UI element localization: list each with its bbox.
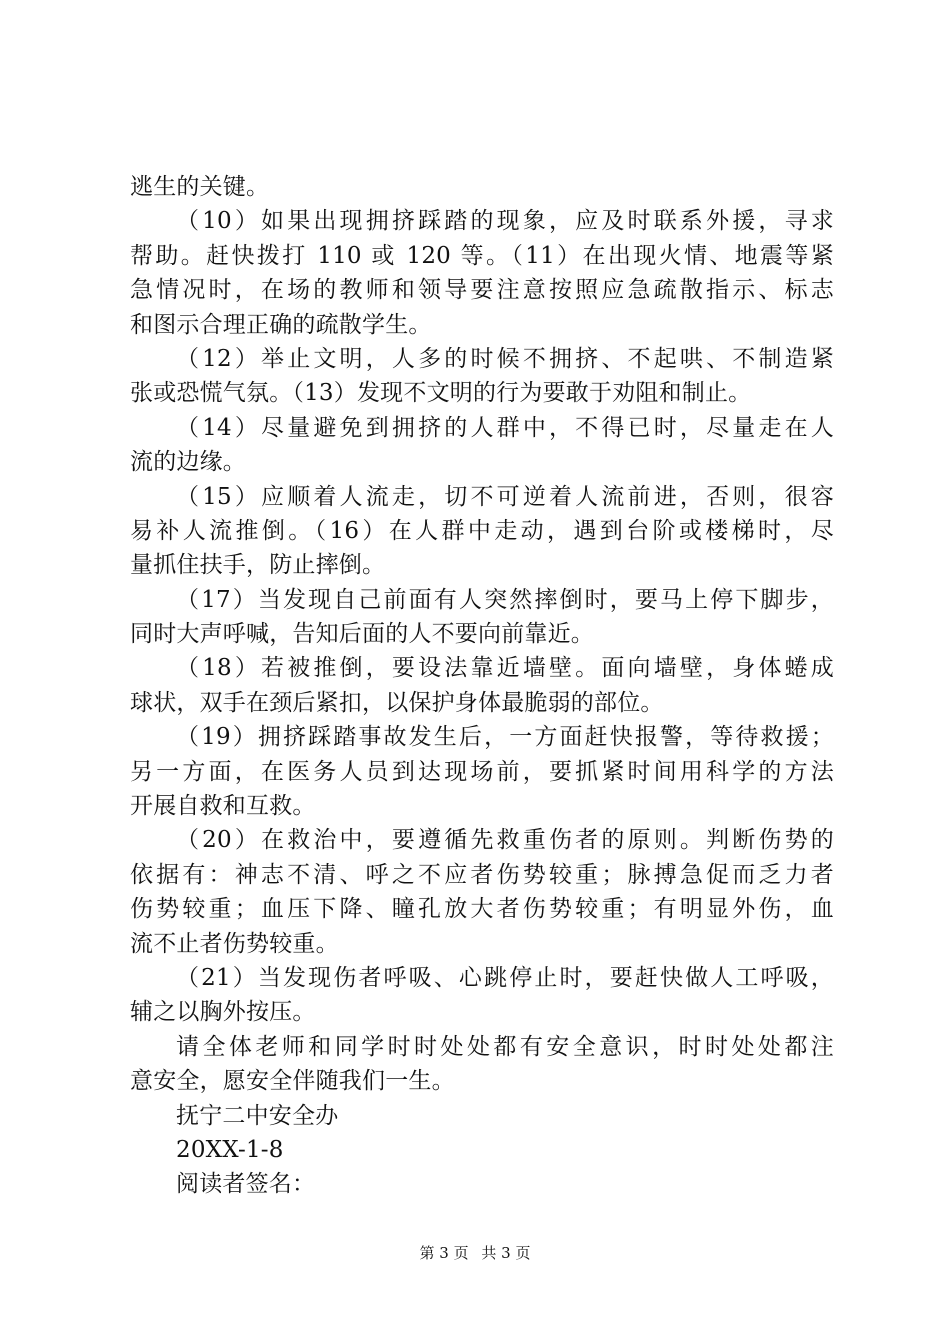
text-line: 流的边缘。	[130, 449, 246, 476]
text-line: （20）在救治中，要遵循先救重伤者的原则。判断伤势的	[176, 827, 834, 854]
page-total: 共 3 页	[481, 1244, 531, 1262]
page-number: 第 3 页	[419, 1244, 469, 1262]
text-line: 伤势较重；血压下降、瞳孔放大者伤势较重；有明显外伤，血	[130, 896, 834, 923]
text-line: 另一方面，在医务人员到达现场前，要抓紧时间用科学的方法	[130, 758, 834, 785]
text-line: （15）应顺着人流走，切不可逆着人流前进，否则，很容	[176, 483, 834, 510]
text-line: 同时大声呼喊，告知后面的人不要向前靠近。	[130, 621, 594, 648]
text-line: 和图示合理正确的疏散学生。	[130, 311, 432, 338]
text-line: 依据有：神志不清、呼之不应者伤势较重；脉搏急促而乏力者	[130, 861, 834, 888]
text-line: 张或恐慌气氛。（13）发现不文明的行为要敢于劝阻和制止。	[130, 380, 752, 407]
text-line: 球状，双手在颈后紧扣，以保护身体最脆弱的部位。	[130, 689, 664, 716]
text-line: 易补人流推倒。（16）在人群中走动，遇到台阶或楼梯时，尽	[130, 517, 834, 544]
text-line: 量抓住扶手，防止摔倒。	[130, 552, 386, 579]
text-line: （12）举止文明，人多的时候不拥挤、不起哄、不制造紧	[176, 345, 834, 372]
text-line: 逃生的关键。	[130, 174, 270, 200]
text-line: 阅读者签名：	[176, 1171, 316, 1198]
text-line: 流不止者伤势较重。	[130, 930, 339, 957]
text-line: 意安全，愿安全伴随我们一生。	[130, 1068, 455, 1095]
text-line: 辅之以胸外按压。	[130, 999, 316, 1026]
text-line: （19）拥挤踩踏事故发生后，一方面赶快报警，等待救援；	[176, 724, 834, 751]
text-line: （18）若被推倒，要设法靠近墙壁。面向墙壁，身体蜷成	[176, 655, 834, 682]
text-line: 请全体老师和同学时时处处都有安全意识，时时处处都注	[176, 1033, 834, 1060]
text-line: 抚宁二中安全办	[176, 1102, 339, 1129]
text-line: 急情况时，在场的教师和领导要注意按照应急疏散指示、标志	[130, 277, 834, 304]
text-line: （21）当发现伤者呼吸、心跳停止时，要赶快做人工呼吸，	[176, 964, 834, 991]
document-body	[130, 170, 834, 1202]
text-line: （10）如果出现拥挤踩踏的现象，应及时联系外援，寻求	[176, 208, 834, 235]
text-line: 开展自救和互救。	[130, 793, 316, 820]
text-line: 20XX-1-8	[176, 1136, 284, 1163]
text-line: （17）当发现自己前面有人突然摔倒时，要马上停下脚步，	[176, 586, 834, 613]
text-line: （14）尽量避免到拥挤的人群中，不得已时，尽量走在人	[176, 414, 834, 441]
page-footer	[0, 1243, 950, 1263]
text-line: 帮助。赶快拨打 110 或 120 等。（11）在出现火情、地震等紧	[130, 242, 834, 269]
